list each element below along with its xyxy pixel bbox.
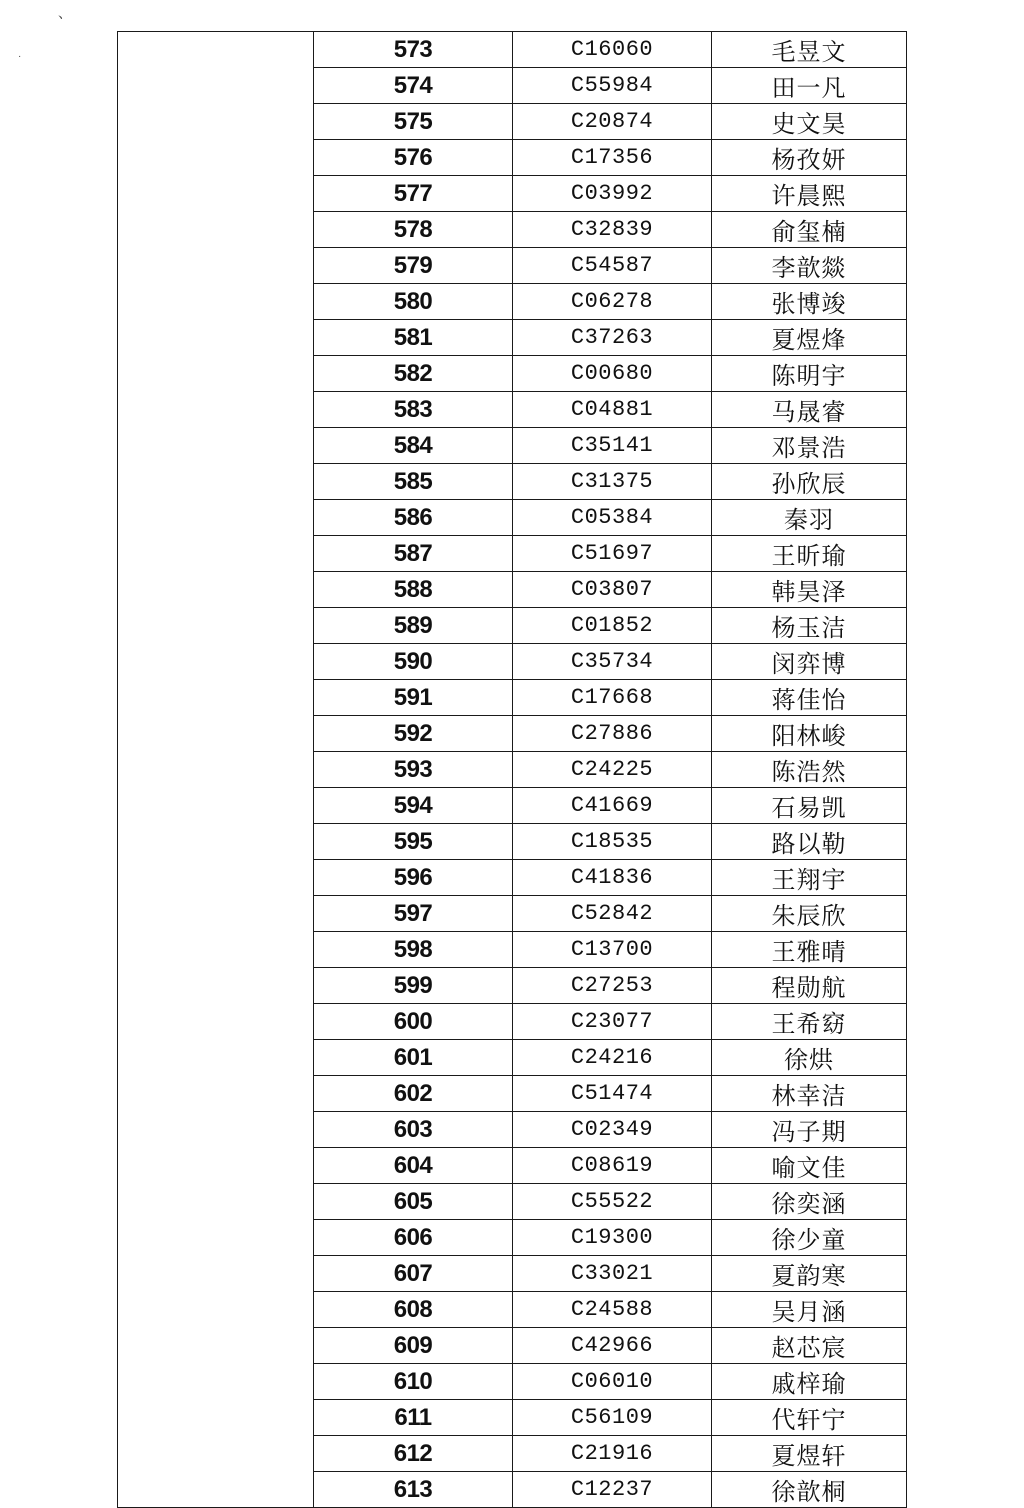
row-number: 609 [314,1328,513,1364]
candidate-name: 路以勒 [712,824,907,860]
candidate-name: 陈明宇 [712,356,907,392]
candidate-name: 代轩宁 [712,1400,907,1436]
row-number: 590 [314,644,513,680]
candidate-name: 张博竣 [712,284,907,320]
row-number: 596 [314,860,513,896]
row-number: 601 [314,1040,513,1076]
candidate-name: 夏煜烽 [712,320,907,356]
candidate-name: 徐少童 [712,1220,907,1256]
candidate-name: 蒋佳怡 [712,680,907,716]
candidate-code: C35734 [513,644,712,680]
candidate-code: C03992 [513,176,712,212]
row-number: 598 [314,932,513,968]
candidate-code: C04881 [513,392,712,428]
row-number: 599 [314,968,513,1004]
row-number: 585 [314,464,513,500]
candidate-code: C23077 [513,1004,712,1040]
candidate-code: C54587 [513,248,712,284]
candidate-code: C06010 [513,1364,712,1400]
row-number: 584 [314,428,513,464]
row-number: 605 [314,1184,513,1220]
candidate-name: 孙欣辰 [712,464,907,500]
row-number: 602 [314,1076,513,1112]
candidate-name: 田一凡 [712,68,907,104]
candidate-name: 喻文佳 [712,1148,907,1184]
candidate-code: C31375 [513,464,712,500]
candidate-name: 石易凯 [712,788,907,824]
candidate-name: 冯子期 [712,1112,907,1148]
candidate-code: C51474 [513,1076,712,1112]
candidate-code: C56109 [513,1400,712,1436]
row-number: 587 [314,536,513,572]
candidate-name: 毛昱文 [712,32,907,68]
row-number: 592 [314,716,513,752]
candidate-name: 史文昊 [712,104,907,140]
candidate-code: C17356 [513,140,712,176]
candidate-name: 李歆燚 [712,248,907,284]
candidate-name: 吴月涵 [712,1292,907,1328]
candidate-code: C55984 [513,68,712,104]
candidate-code: C27886 [513,716,712,752]
candidate-code: C17668 [513,680,712,716]
candidate-code: C55522 [513,1184,712,1220]
candidate-name: 邓景浩 [712,428,907,464]
candidate-code: C35141 [513,428,712,464]
candidate-code: C19300 [513,1220,712,1256]
row-number: 595 [314,824,513,860]
row-number: 597 [314,896,513,932]
row-number: 589 [314,608,513,644]
scan-mark: 、 [58,5,72,21]
candidate-name: 许晨熙 [712,176,907,212]
candidate-code: C05384 [513,500,712,536]
candidate-name: 闵弈博 [712,644,907,680]
candidate-name: 秦羽 [712,500,907,536]
candidate-code: C51697 [513,536,712,572]
candidate-code: C08619 [513,1148,712,1184]
candidate-name: 林幸洁 [712,1076,907,1112]
row-number: 580 [314,284,513,320]
candidate-code: C02349 [513,1112,712,1148]
candidate-code: C12237 [513,1472,712,1508]
candidate-name: 赵芯宸 [712,1328,907,1364]
row-number: 608 [314,1292,513,1328]
candidate-name: 夏煜轩 [712,1436,907,1472]
candidate-code: C42966 [513,1328,712,1364]
candidate-code: C24225 [513,752,712,788]
candidate-code: C52842 [513,896,712,932]
row-number: 613 [314,1472,513,1508]
candidate-name: 韩昊泽 [712,572,907,608]
candidate-code: C20874 [513,104,712,140]
candidate-name: 杨孜妍 [712,140,907,176]
row-number: 577 [314,176,513,212]
row-number: 576 [314,140,513,176]
candidate-code: C13700 [513,932,712,968]
candidate-name: 王希窈 [712,1004,907,1040]
candidate-name: 徐烘 [712,1040,907,1076]
scan-mark: · [18,51,22,62]
candidate-code: C06278 [513,284,712,320]
candidate-code: C01852 [513,608,712,644]
candidate-name: 杨玉洁 [712,608,907,644]
candidate-name: 朱辰欣 [712,896,907,932]
candidate-code: C41836 [513,860,712,896]
row-number: 586 [314,500,513,536]
candidate-name: 戚梓瑜 [712,1364,907,1400]
table-row [118,32,907,68]
candidate-name: 夏韵寒 [712,1256,907,1292]
candidate-code: C16060 [513,32,712,68]
candidate-name: 马晟睿 [712,392,907,428]
row-number: 594 [314,788,513,824]
row-number: 591 [314,680,513,716]
row-number: 600 [314,1004,513,1040]
candidate-code: C03807 [513,572,712,608]
row-number: 573 [314,32,513,68]
candidate-name: 俞玺楠 [712,212,907,248]
candidate-code: C32839 [513,212,712,248]
candidate-code: C37263 [513,320,712,356]
row-number: 612 [314,1436,513,1472]
row-number: 575 [314,104,513,140]
row-number: 588 [314,572,513,608]
candidate-name: 徐歆桐 [712,1472,907,1508]
row-number: 583 [314,392,513,428]
candidate-name: 王雅晴 [712,932,907,968]
candidate-name: 王昕瑜 [712,536,907,572]
candidate-name: 王翔宇 [712,860,907,896]
candidate-code: C33021 [513,1256,712,1292]
candidate-name: 阳林峻 [712,716,907,752]
candidate-code: C00680 [513,356,712,392]
candidate-code: C24588 [513,1292,712,1328]
candidate-code: C24216 [513,1040,712,1076]
roster-body [118,32,907,1508]
roster-table [117,31,907,1508]
row-number: 607 [314,1256,513,1292]
row-number: 604 [314,1148,513,1184]
candidate-code: C18535 [513,824,712,860]
row-number: 610 [314,1364,513,1400]
candidate-name: 徐奕涵 [712,1184,907,1220]
candidate-code: C21916 [513,1436,712,1472]
row-number: 578 [314,212,513,248]
merged-empty-cell [118,32,314,1508]
row-number: 582 [314,356,513,392]
row-number: 606 [314,1220,513,1256]
candidate-name: 陈浩然 [712,752,907,788]
candidate-name: 程勋航 [712,968,907,1004]
candidate-code: C41669 [513,788,712,824]
candidate-code: C27253 [513,968,712,1004]
row-number: 579 [314,248,513,284]
row-number: 611 [314,1400,513,1436]
row-number: 593 [314,752,513,788]
row-number: 581 [314,320,513,356]
row-number: 574 [314,68,513,104]
row-number: 603 [314,1112,513,1148]
